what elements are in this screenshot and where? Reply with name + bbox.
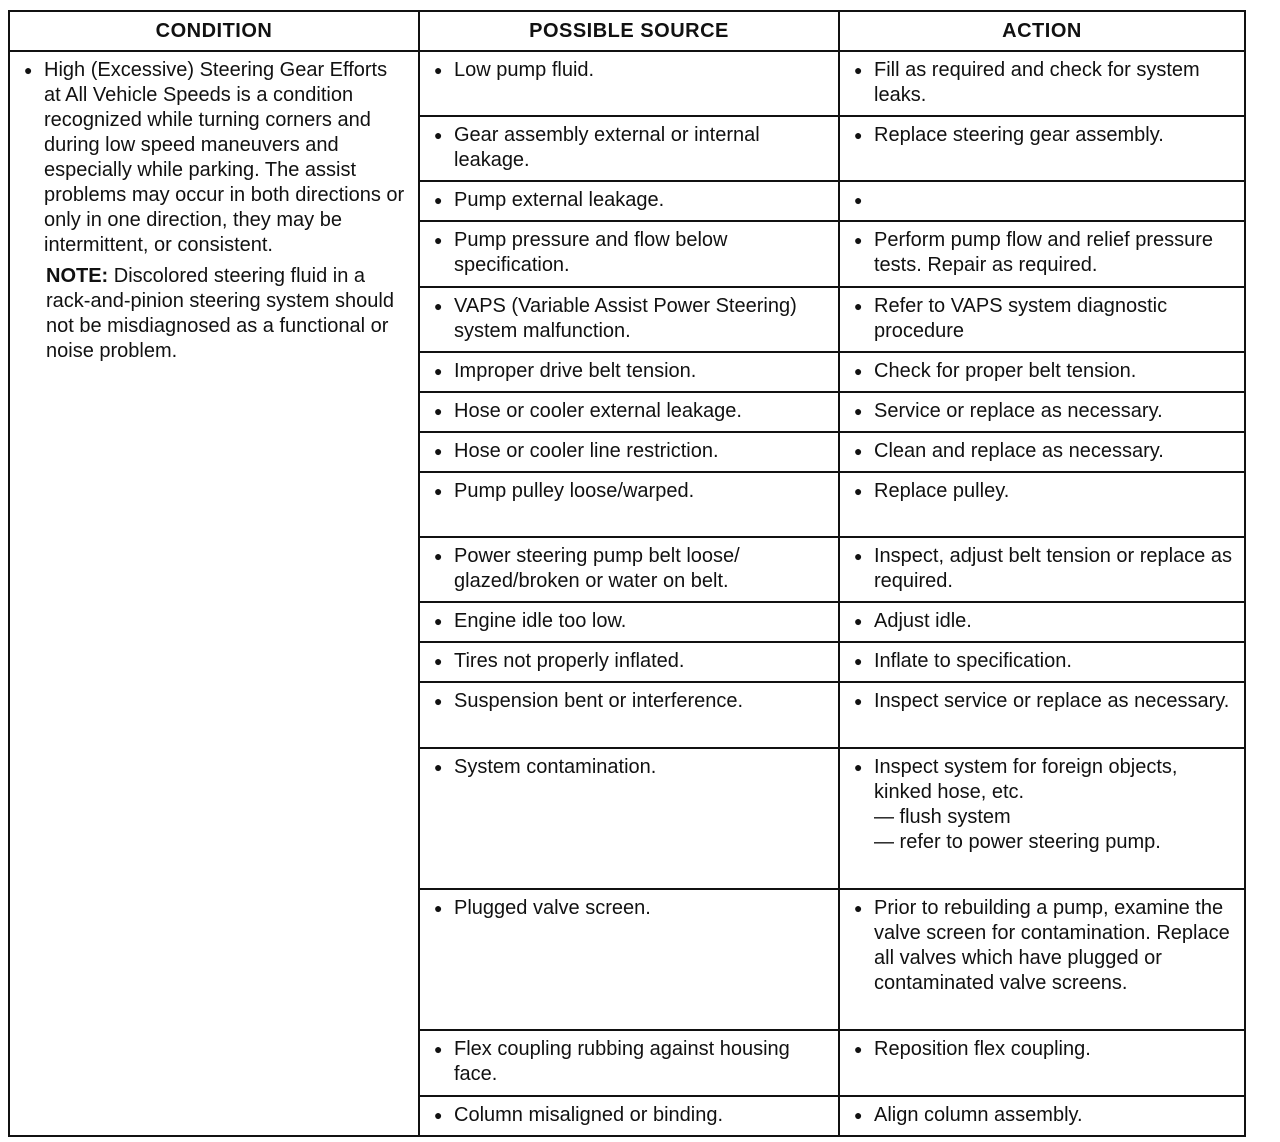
action-text: Service or replace as necessary. [874, 400, 1163, 422]
condition-cell [9, 51, 419, 1136]
action-cell [839, 51, 1245, 116]
source-cell [419, 889, 839, 1030]
action-cell [839, 221, 1245, 287]
action-text: Inspect, adjust belt tension or replace as required. [874, 545, 1232, 592]
bullet-icon: ● [434, 613, 443, 629]
bullet-icon: ● [854, 443, 863, 459]
source-cell [419, 116, 839, 181]
header-action: ACTION [839, 11, 1245, 51]
source-text: Engine idle too low. [454, 610, 627, 632]
source-text: Power steering pump belt loose/ glazed/broken or water on belt. [454, 545, 740, 592]
source-cell [419, 642, 839, 682]
bullet-icon: ● [434, 900, 443, 916]
bullet-icon: ● [854, 759, 863, 775]
bullet-icon: ● [434, 1107, 443, 1123]
source-text: Plugged valve screen. [454, 897, 651, 919]
source-cell [419, 1096, 839, 1136]
source-cell [419, 1030, 839, 1096]
bullet-icon: ● [434, 483, 443, 499]
action-cell [839, 352, 1245, 392]
source-cell [419, 221, 839, 287]
bullet-icon: ● [24, 62, 33, 78]
source-cell [419, 287, 839, 352]
source-cell [419, 392, 839, 432]
source-text: Improper drive belt tension. [454, 360, 697, 382]
bullet-icon: ● [854, 483, 863, 499]
source-text: Column misaligned or binding. [454, 1104, 724, 1126]
bullet-icon: ● [854, 693, 863, 709]
source-text: Gear assembly external or internal leakage. [454, 124, 760, 171]
action-cell [839, 392, 1245, 432]
bullet-icon: ● [854, 403, 863, 419]
action-text: Inflate to specification. [874, 650, 1072, 672]
action-text: Replace pulley. [874, 480, 1010, 502]
action-cell [839, 181, 1245, 221]
bullet-icon: ● [434, 232, 443, 248]
action-cell [839, 432, 1245, 472]
source-cell [419, 602, 839, 642]
bullet-icon: ● [854, 192, 863, 208]
bullet-icon: ● [854, 653, 863, 669]
action-cell [839, 472, 1245, 537]
action-cell [839, 642, 1245, 682]
source-cell [419, 472, 839, 537]
action-text [874, 188, 1236, 213]
source-text: Pump pulley loose/warped. [454, 480, 695, 502]
note-label: NOTE: [46, 265, 109, 287]
bullet-icon: ● [854, 298, 863, 314]
action-text: Refer to VAPS system diagnostic procedure [874, 295, 1168, 342]
action-text: Adjust idle. [874, 610, 972, 632]
source-text: Hose or cooler external leakage. [454, 400, 742, 422]
bullet-icon: ● [434, 548, 443, 564]
condition-note [18, 264, 408, 364]
bullet-icon: ● [434, 192, 443, 208]
condition-text: High (Excessive) Steering Gear Efforts at All Vehicle Speeds is a condition recognized while turning corners and during low speed maneuvers and especially while parking. The assist problems may occur in both directions or only in one direction, they may be intermittent, or consistent. [44, 59, 405, 256]
source-cell [419, 352, 839, 392]
source-cell [419, 432, 839, 472]
action-subitem: — flush system [874, 806, 1011, 828]
header-condition: CONDITION [9, 11, 419, 51]
action-cell [839, 748, 1245, 889]
condition-item [18, 58, 408, 258]
bullet-icon: ● [854, 1041, 863, 1057]
table-row [9, 51, 1245, 116]
source-cell [419, 51, 839, 116]
bullet-icon: ● [854, 613, 863, 629]
action-cell [839, 1030, 1245, 1096]
source-text: Tires not properly inflated. [454, 650, 685, 672]
bullet-icon: ● [434, 127, 443, 143]
action-text: Clean and replace as necessary. [874, 440, 1164, 462]
bullet-icon: ● [434, 1041, 443, 1057]
source-text: Hose or cooler line restriction. [454, 440, 719, 462]
source-text: Suspension bent or interference. [454, 690, 744, 712]
bullet-icon: ● [434, 759, 443, 775]
bullet-icon: ● [434, 653, 443, 669]
bullet-icon: ● [854, 363, 863, 379]
action-cell [839, 287, 1245, 352]
action-text: Prior to rebuilding a pump, examine the valve screen for contamination. Replace all valves which have plugged or contaminated valve screens. [874, 897, 1230, 994]
action-cell [839, 602, 1245, 642]
bullet-icon: ● [854, 548, 863, 564]
header-row [9, 11, 1245, 51]
action-text: Inspect system for foreign objects, kinked hose, etc. [874, 756, 1178, 803]
action-text: Replace steering gear assembly. [874, 124, 1164, 146]
bullet-icon: ● [854, 62, 863, 78]
bullet-icon: ● [434, 363, 443, 379]
bullet-icon: ● [434, 403, 443, 419]
action-text: Reposition flex coupling. [874, 1038, 1091, 1060]
source-cell [419, 537, 839, 602]
diagnosis-table [8, 10, 1246, 1137]
note-text: Discolored steering fluid in a rack-and-pinion steering system should not be misdiagnosed as a functional or noise problem. [46, 265, 394, 362]
source-text: System contamination. [454, 756, 657, 778]
action-cell [839, 537, 1245, 602]
action-cell [839, 682, 1245, 748]
action-text: Inspect service or replace as necessary. [874, 690, 1230, 712]
source-text: VAPS (Variable Assist Power Steering) system malfunction. [454, 295, 797, 342]
source-cell [419, 181, 839, 221]
source-cell [419, 682, 839, 748]
bullet-icon: ● [434, 693, 443, 709]
action-subitem: — refer to power steering pump. [874, 831, 1161, 853]
bullet-icon: ● [434, 62, 443, 78]
action-cell [839, 1096, 1245, 1136]
action-text: Check for proper belt tension. [874, 360, 1137, 382]
bullet-icon: ● [854, 900, 863, 916]
action-text: Fill as required and check for system leaks. [874, 59, 1200, 106]
action-text: Perform pump flow and relief pressure tests. Repair as required. [874, 229, 1214, 276]
bullet-icon: ● [434, 443, 443, 459]
action-cell [839, 889, 1245, 1030]
source-cell [419, 748, 839, 889]
bullet-icon: ● [854, 1107, 863, 1123]
bullet-icon: ● [854, 232, 863, 248]
bullet-icon: ● [434, 298, 443, 314]
source-text: Flex coupling rubbing against housing face. [454, 1038, 790, 1085]
header-possible-source: POSSIBLE SOURCE [419, 11, 839, 51]
source-text: Pump external leakage. [454, 189, 665, 211]
source-text: Pump pressure and flow below specification. [454, 229, 728, 276]
action-text: Align column assembly. [874, 1104, 1083, 1126]
source-text: Low pump fluid. [454, 59, 595, 81]
action-cell [839, 116, 1245, 181]
bullet-icon: ● [854, 127, 863, 143]
